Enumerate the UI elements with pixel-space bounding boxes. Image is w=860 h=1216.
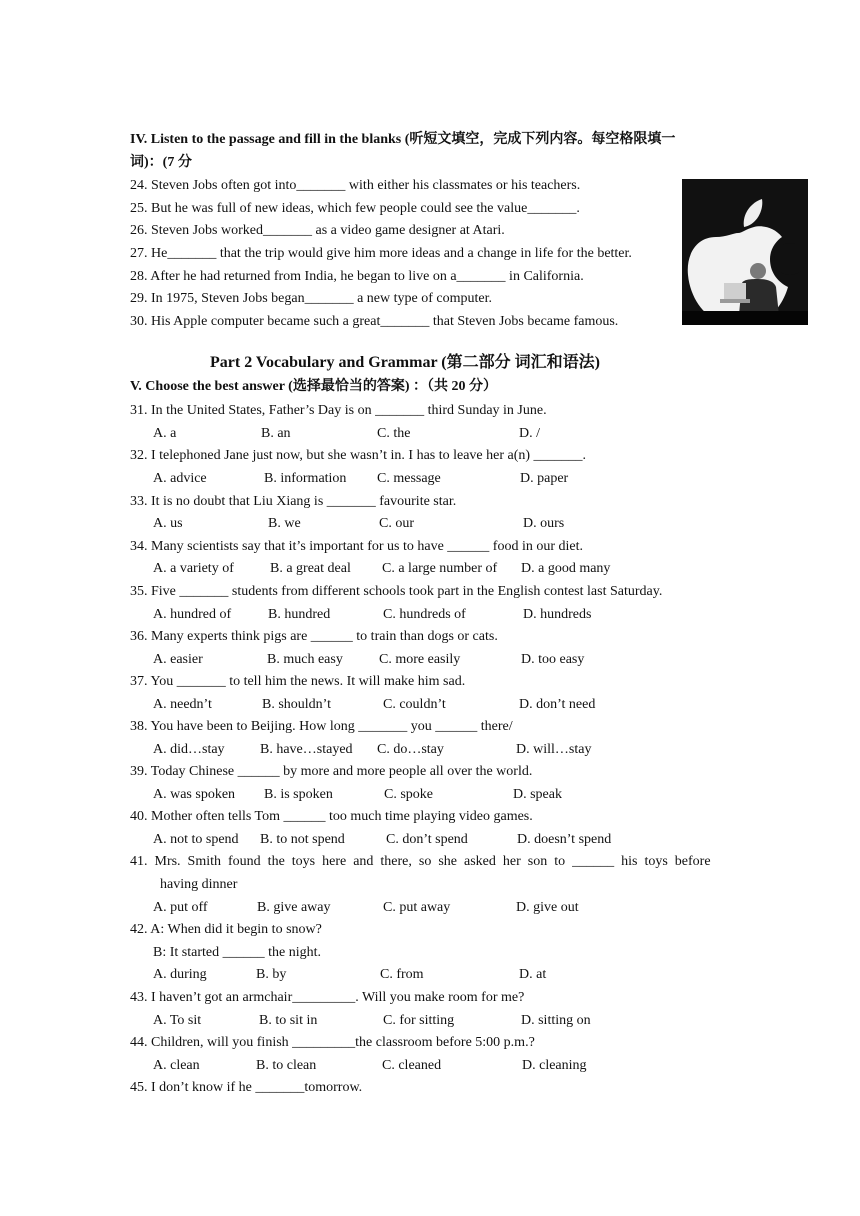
question-25: 25. But he was full of new ideas, which few people could see the value_______. bbox=[130, 201, 580, 216]
question-41-stem-continued: having dinner bbox=[160, 877, 238, 892]
question-42-stem-continued: B: It started ______ the night. bbox=[153, 945, 321, 960]
question-44-option-c: C. cleaned bbox=[382, 1058, 442, 1073]
question-39-stem: 39. Today Chinese ______ by more and more people all over the world. bbox=[130, 764, 533, 779]
question-38-option-a: A. did…stay bbox=[153, 742, 225, 757]
question-42-option-d: D. at bbox=[519, 967, 547, 982]
question-37-option-d: D. don’t need bbox=[519, 697, 596, 712]
question-35-option-b: B. hundred bbox=[268, 607, 331, 622]
question-41-stem: 41. Mrs. Smith found the toys here and there, so she asked her son to ______ his toys before bbox=[130, 854, 711, 869]
question-40-option-a: A. not to spend bbox=[153, 832, 239, 847]
question-33-stem: 33. It is no doubt that Liu Xiang is _______ favourite star. bbox=[130, 494, 457, 509]
question-41-option-b: B. give away bbox=[257, 900, 331, 915]
question-38-stem: 38. You have been to Beijing. How long _______ you ______ there/ bbox=[130, 719, 513, 734]
question-33-option-d: D. ours bbox=[523, 516, 565, 531]
question-43-option-d: D. sitting on bbox=[521, 1013, 591, 1028]
question-40-option-c: C. don’t spend bbox=[386, 832, 468, 847]
question-35-option-a: A. hundred of bbox=[153, 607, 232, 622]
question-35-option-d: D. hundreds bbox=[523, 607, 592, 622]
question-32-option-d: D. paper bbox=[520, 471, 569, 486]
question-36-option-b: B. much easy bbox=[267, 652, 343, 667]
question-43-stem: 43. I haven’t got an armchair_________. Will you make room for me? bbox=[130, 990, 525, 1005]
question-42-option-b: B. by bbox=[256, 967, 287, 982]
section-4-heading-line2: 词)：(7 分 bbox=[130, 155, 192, 170]
question-39-option-a: A. was spoken bbox=[153, 787, 236, 802]
apple-logo-icon bbox=[682, 179, 808, 325]
question-40-option-d: D. doesn’t spend bbox=[517, 832, 612, 847]
question-36-option-c: C. more easily bbox=[379, 652, 461, 667]
question-38-option-c: C. do…stay bbox=[377, 742, 444, 757]
question-37-option-c: C. couldn’t bbox=[383, 697, 446, 712]
question-42-option-a: A. during bbox=[153, 967, 207, 982]
question-38-option-d: D. will…stay bbox=[516, 742, 592, 757]
question-37-option-a: A. needn’t bbox=[153, 697, 212, 712]
question-44-option-d: D. cleaning bbox=[522, 1058, 587, 1073]
question-34-option-d: D. a good many bbox=[521, 561, 611, 576]
question-42-stem: 42. A: When did it begin to snow? bbox=[130, 922, 322, 937]
question-43-option-b: B. to sit in bbox=[259, 1013, 318, 1028]
question-41-option-a: A. put off bbox=[153, 900, 208, 915]
question-32-option-a: A. advice bbox=[153, 471, 207, 486]
question-34-option-b: B. a great deal bbox=[270, 561, 351, 576]
question-35-option-c: C. hundreds of bbox=[383, 607, 466, 622]
question-32-option-b: B. information bbox=[264, 471, 347, 486]
question-44-option-b: B. to clean bbox=[256, 1058, 317, 1073]
section-5-heading: V. Choose the best answer (选择最恰当的答案) ：（共 20 分） bbox=[130, 379, 497, 394]
question-37-option-b: B. shouldn’t bbox=[262, 697, 331, 712]
question-27: 27. He_______ that the trip would give him more ideas and a change in life for the better. bbox=[130, 246, 632, 261]
question-33-option-b: B. we bbox=[268, 516, 301, 531]
question-32-option-c: C. message bbox=[377, 471, 441, 486]
question-33-option-a: A. us bbox=[153, 516, 183, 531]
question-40-stem: 40. Mother often tells Tom ______ too much time playing video games. bbox=[130, 809, 533, 824]
section-4-heading-line1: IV. Listen to the passage and fill in the blanks (听短文填空，完成下列内容。每空格限填一 bbox=[130, 132, 676, 147]
question-34-option-a: A. a variety of bbox=[153, 561, 234, 576]
question-43-option-c: C. for sitting bbox=[383, 1013, 455, 1028]
question-38-option-b: B. have…stayed bbox=[260, 742, 353, 757]
question-41-option-d: D. give out bbox=[516, 900, 579, 915]
question-42-option-c: C. from bbox=[380, 967, 424, 982]
question-31-option-b: B. an bbox=[261, 426, 291, 441]
question-44-stem: 44. Children, will you finish _________the classroom before 5:00 p.m.? bbox=[130, 1035, 535, 1050]
question-40-option-b: B. to not spend bbox=[260, 832, 345, 847]
steve-jobs-photo bbox=[682, 179, 808, 325]
question-34-option-c: C. a large number of bbox=[382, 561, 498, 576]
question-30: 30. His Apple computer became such a great_______ that Steven Jobs became famous. bbox=[130, 314, 619, 329]
part-2-title: Part 2 Vocabulary and Grammar (第二部分 词汇和语法) bbox=[210, 354, 600, 371]
question-31-option-c: C. the bbox=[377, 426, 411, 441]
question-37-stem: 37. You _______ to tell him the news. It will make him sad. bbox=[130, 674, 466, 689]
question-31-stem: 31. In the United States, Father’s Day is on _______ third Sunday in June. bbox=[130, 403, 547, 418]
question-34-stem: 34. Many scientists say that it’s important for us to have ______ food in our diet. bbox=[130, 539, 583, 554]
question-32-stem: 32. I telephoned Jane just now, but she wasn’t in. I has to leave her a(n) _______. bbox=[130, 448, 587, 463]
question-36-stem: 36. Many experts think pigs are ______ to train than dogs or cats. bbox=[130, 629, 498, 644]
question-45-stem: 45. I don’t know if he _______tomorrow. bbox=[130, 1080, 363, 1095]
question-44-option-a: A. clean bbox=[153, 1058, 200, 1073]
question-39-option-c: C. spoke bbox=[384, 787, 433, 802]
question-33-option-c: C. our bbox=[379, 516, 414, 531]
question-36-option-a: A. easier bbox=[153, 652, 203, 667]
question-31-option-d: D. / bbox=[519, 426, 540, 441]
question-29: 29. In 1975, Steven Jobs began_______ a new type of computer. bbox=[130, 291, 492, 306]
question-35-stem: 35. Five _______ students from different schools took part in the English contest last Saturday. bbox=[130, 584, 663, 599]
question-41-option-c: C. put away bbox=[383, 900, 451, 915]
question-31-option-a: A. a bbox=[153, 426, 177, 441]
question-26: 26. Steven Jobs worked_______ as a video game designer at Atari. bbox=[130, 223, 505, 238]
question-39-option-b: B. is spoken bbox=[264, 787, 333, 802]
question-24: 24. Steven Jobs often got into_______ with either his classmates or his teachers. bbox=[130, 178, 581, 193]
question-36-option-d: D. too easy bbox=[521, 652, 585, 667]
question-28: 28. After he had returned from India, he began to live on a_______ in California. bbox=[130, 269, 584, 284]
question-39-option-d: D. speak bbox=[513, 787, 562, 802]
question-43-option-a: A. To sit bbox=[153, 1013, 202, 1028]
